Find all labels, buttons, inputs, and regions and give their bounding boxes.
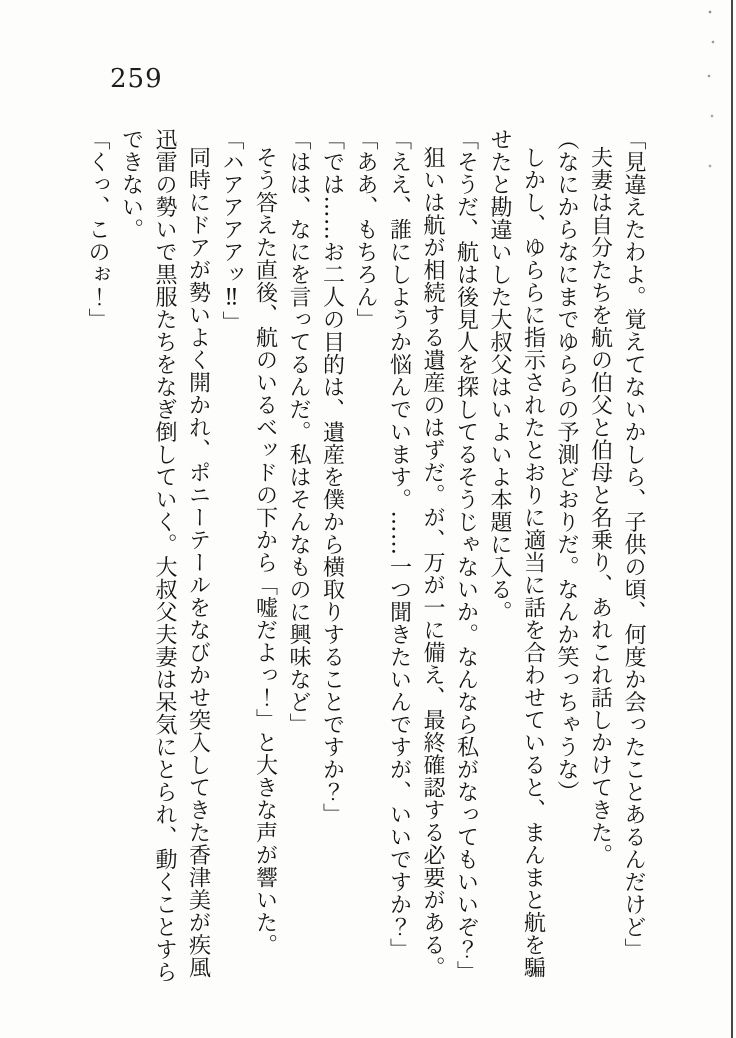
text-column: 「見違えたわよ。覚えてないかしら、子供の頃、何度か会ったことあるんだけど」	[621, 128, 646, 961]
text-column: 「ハアアアアッ‼」	[219, 128, 244, 334]
text-column: しかし、ゆららに指示されたとおりに適当に話を合わせていると、まんまと航を騙	[520, 145, 546, 979]
text-column: せたと勘違いした大叔父はいよいよ本題に入る。	[487, 128, 512, 623]
scan-noise-dots	[706, 6, 716, 196]
text-column: 「はは、なにを言ってるんだ。私はそんなものに興味など」	[286, 128, 311, 736]
text-column: 「ああ、もちろん」	[353, 128, 378, 331]
text-column: 迅雷の勢いで黒服たちをなぎ倒していく。大叔父夫妻は呆気にとられ、動くことすら	[152, 128, 177, 983]
text-column: そう答えた直後、航のいるベッドの下から「嘘だよっ！」と大きな声が響いた。	[252, 145, 278, 956]
page-number: 259	[110, 64, 163, 94]
text-column: （なにからなにまでゆららの予測どおりだ。なんか笑っちゃうな）	[554, 128, 579, 803]
page-edge-line	[731, 0, 733, 1038]
text-column: 「くっ、このぉ！」	[85, 128, 110, 331]
text-column: 「ええ、誰にしようか悩んでいます。……一つ聞きたいんですが、いいですか？」	[386, 128, 412, 961]
text-column: 「では……お二人の目的は、遺産を僕から横取りすることですか？」	[319, 128, 345, 826]
text-column: 夫妻は自分たちを航の伯父と伯母と名乗り、あれこれ話しかけてきた。	[587, 145, 613, 866]
text-column: 同時にドアが勢いよく開かれ、ポニーテールをなびかせ突入してきた香津美が疾風	[185, 145, 211, 979]
text-column: できない。	[118, 128, 144, 241]
text-column: 「そうだ、航は後見人を探してるそうじゃないか。なんなら私がなってもいいぞ？」	[453, 128, 479, 983]
text-column: 狙いは航が相続する遺産のはずだ。が、万が一に備え、最終確認する必要がある。	[420, 145, 445, 979]
text-block	[81, 128, 651, 1024]
